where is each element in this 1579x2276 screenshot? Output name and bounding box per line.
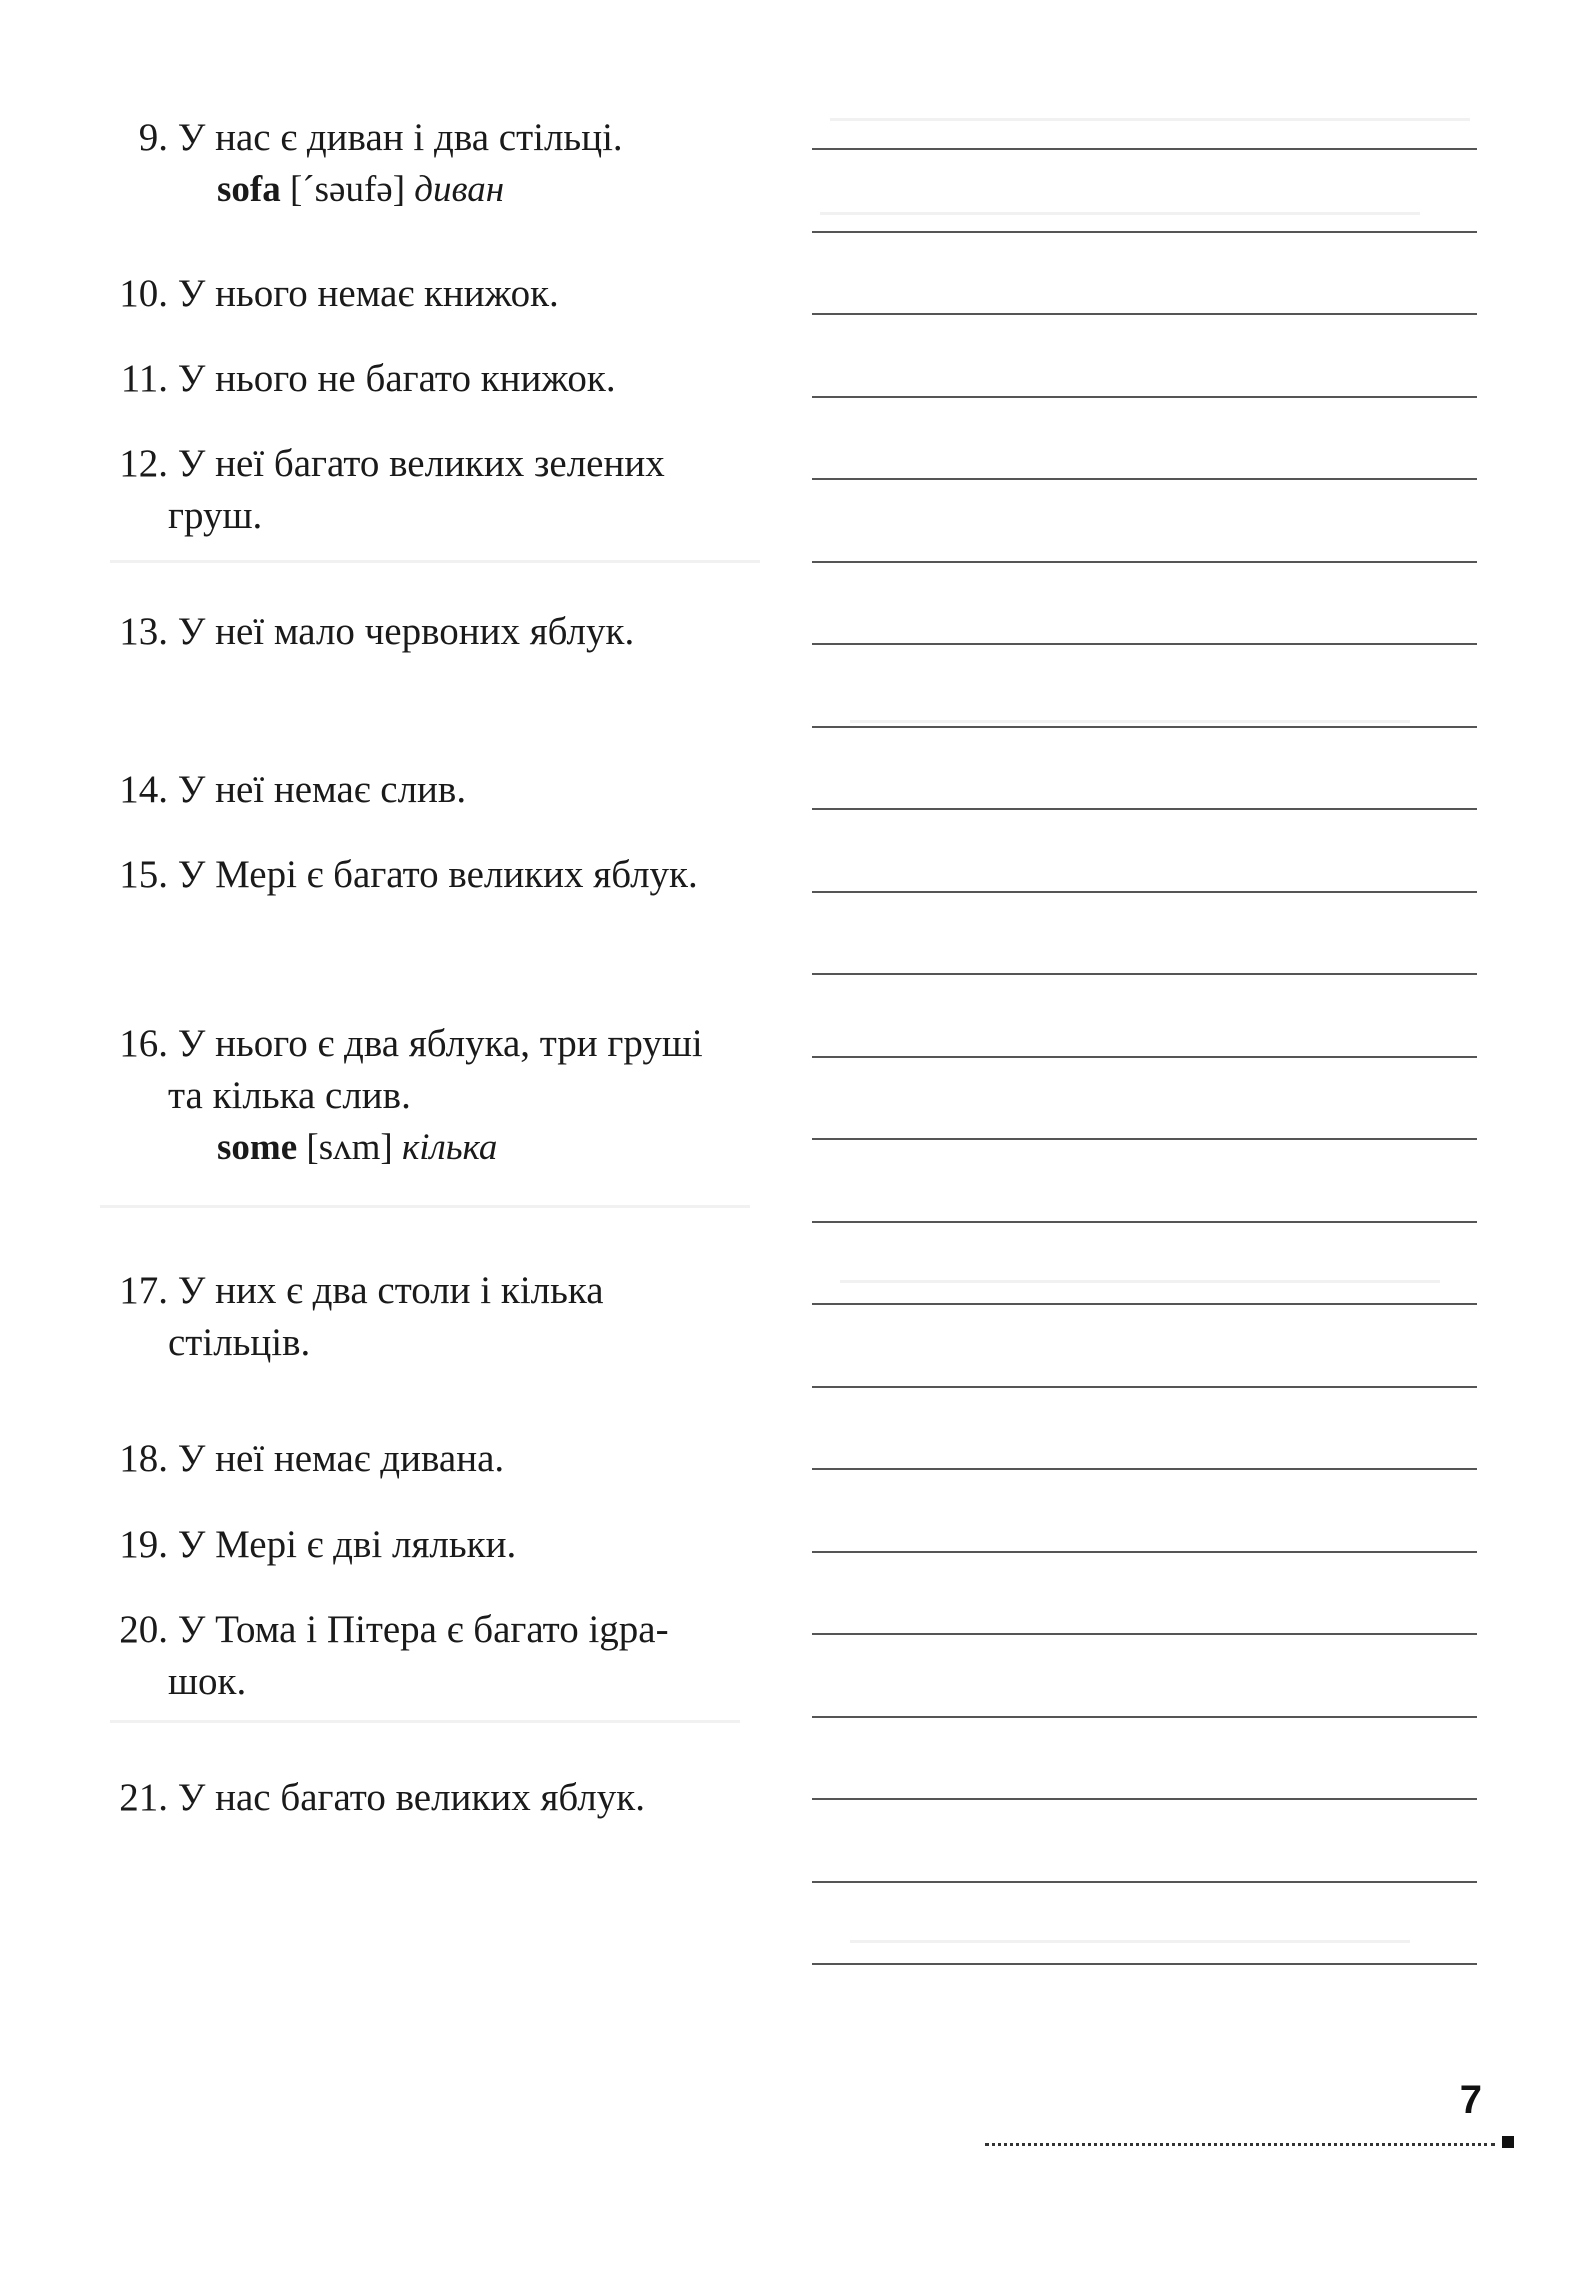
exercise-text-continued: груш. bbox=[168, 494, 263, 537]
vocab-note bbox=[95, 1122, 775, 1174]
exercise-text: У Мері є багато великих яблук. bbox=[177, 853, 698, 896]
exercise-number: 14. bbox=[119, 768, 168, 811]
exercise-20 bbox=[95, 1604, 775, 1708]
exercise-number: 20. bbox=[119, 1608, 168, 1651]
vocab-translation: кілька bbox=[401, 1127, 498, 1168]
vocab-transcription: [´səufə] bbox=[289, 169, 406, 210]
answer-line[interactable] bbox=[812, 1551, 1477, 1553]
answer-line[interactable] bbox=[812, 231, 1477, 233]
exercise-text-continued: стільців. bbox=[168, 1321, 311, 1364]
exercise-text: У нас багато великих яблук. bbox=[177, 1776, 645, 1819]
exercise-text: У нього не багато книжок. bbox=[177, 357, 616, 400]
answer-line[interactable] bbox=[812, 1056, 1477, 1058]
exercise-9 bbox=[95, 112, 775, 216]
exercise-21 bbox=[95, 1772, 775, 1824]
answer-line[interactable] bbox=[812, 1138, 1477, 1140]
vocab-note bbox=[95, 164, 775, 216]
exercise-14 bbox=[95, 764, 775, 816]
footer-dotted-rule bbox=[985, 2143, 1495, 2146]
exercise-number: 18. bbox=[119, 1437, 168, 1480]
exercise-text: У неї багато великих зелених bbox=[177, 442, 665, 485]
answer-line[interactable] bbox=[812, 561, 1477, 563]
exercise-13 bbox=[95, 606, 775, 658]
vocab-word: sofa bbox=[217, 169, 281, 210]
exercise-number: 15. bbox=[119, 853, 168, 896]
answer-line[interactable] bbox=[812, 1881, 1477, 1883]
exercise-number: 12. bbox=[119, 442, 168, 485]
footer-square-marker bbox=[1502, 2136, 1514, 2148]
answer-line[interactable] bbox=[812, 1963, 1477, 1965]
exercise-10 bbox=[95, 268, 775, 320]
answer-line[interactable] bbox=[812, 726, 1477, 728]
exercise-text: У Тома і Пітера є багато igра- bbox=[177, 1608, 669, 1651]
exercise-number: 11. bbox=[120, 357, 168, 400]
exercise-text: У Мері є дві ляльки. bbox=[177, 1523, 517, 1566]
exercise-number: 21. bbox=[119, 1776, 168, 1819]
answer-line[interactable] bbox=[812, 891, 1477, 893]
exercise-text: У нас є диван і два стільці. bbox=[177, 116, 623, 159]
exercise-11 bbox=[95, 353, 775, 405]
answer-line[interactable] bbox=[812, 1798, 1477, 1800]
vocab-translation: диван bbox=[414, 169, 505, 210]
exercise-text: У нього немає книжок. bbox=[177, 272, 559, 315]
answer-line[interactable] bbox=[812, 1468, 1477, 1470]
vocab-word: some bbox=[217, 1127, 298, 1168]
exercise-number: 9. bbox=[138, 116, 168, 159]
answer-line[interactable] bbox=[812, 313, 1477, 315]
exercise-16 bbox=[95, 1018, 775, 1174]
exercise-12 bbox=[95, 438, 775, 542]
exercise-number: 10. bbox=[119, 272, 168, 315]
page-number: 7 bbox=[1459, 2078, 1482, 2122]
answer-line[interactable] bbox=[812, 396, 1477, 398]
exercise-number: 13. bbox=[119, 610, 168, 653]
exercise-text-continued: шок. bbox=[168, 1660, 247, 1703]
answer-line[interactable] bbox=[812, 808, 1477, 810]
answer-line[interactable] bbox=[812, 643, 1477, 645]
exercise-text: У неї немає слив. bbox=[177, 768, 467, 811]
exercise-text-continued: та кілька слив. bbox=[168, 1074, 411, 1117]
exercise-15 bbox=[95, 849, 775, 901]
answer-line[interactable] bbox=[812, 1221, 1477, 1223]
answer-line[interactable] bbox=[812, 1303, 1477, 1305]
exercise-text: У нього є два яблука, три груші bbox=[177, 1022, 703, 1065]
answer-line[interactable] bbox=[812, 1386, 1477, 1388]
exercise-17 bbox=[95, 1265, 775, 1369]
answer-line[interactable] bbox=[812, 1716, 1477, 1718]
answer-line[interactable] bbox=[812, 973, 1477, 975]
exercise-number: 16. bbox=[119, 1022, 168, 1065]
exercise-text: У неї немає дивана. bbox=[177, 1437, 505, 1480]
answer-line[interactable] bbox=[812, 1633, 1477, 1635]
exercise-text: У неї мало червоних яблук. bbox=[177, 610, 635, 653]
exercise-19 bbox=[95, 1519, 775, 1571]
vocab-transcription: [sʌm] bbox=[306, 1127, 393, 1168]
exercise-number: 17. bbox=[119, 1269, 168, 1312]
answer-line[interactable] bbox=[812, 148, 1477, 150]
exercise-18 bbox=[95, 1433, 775, 1485]
exercise-text: У них є два столи і кілька bbox=[177, 1269, 604, 1312]
answer-line[interactable] bbox=[812, 478, 1477, 480]
exercise-number: 19. bbox=[119, 1523, 168, 1566]
